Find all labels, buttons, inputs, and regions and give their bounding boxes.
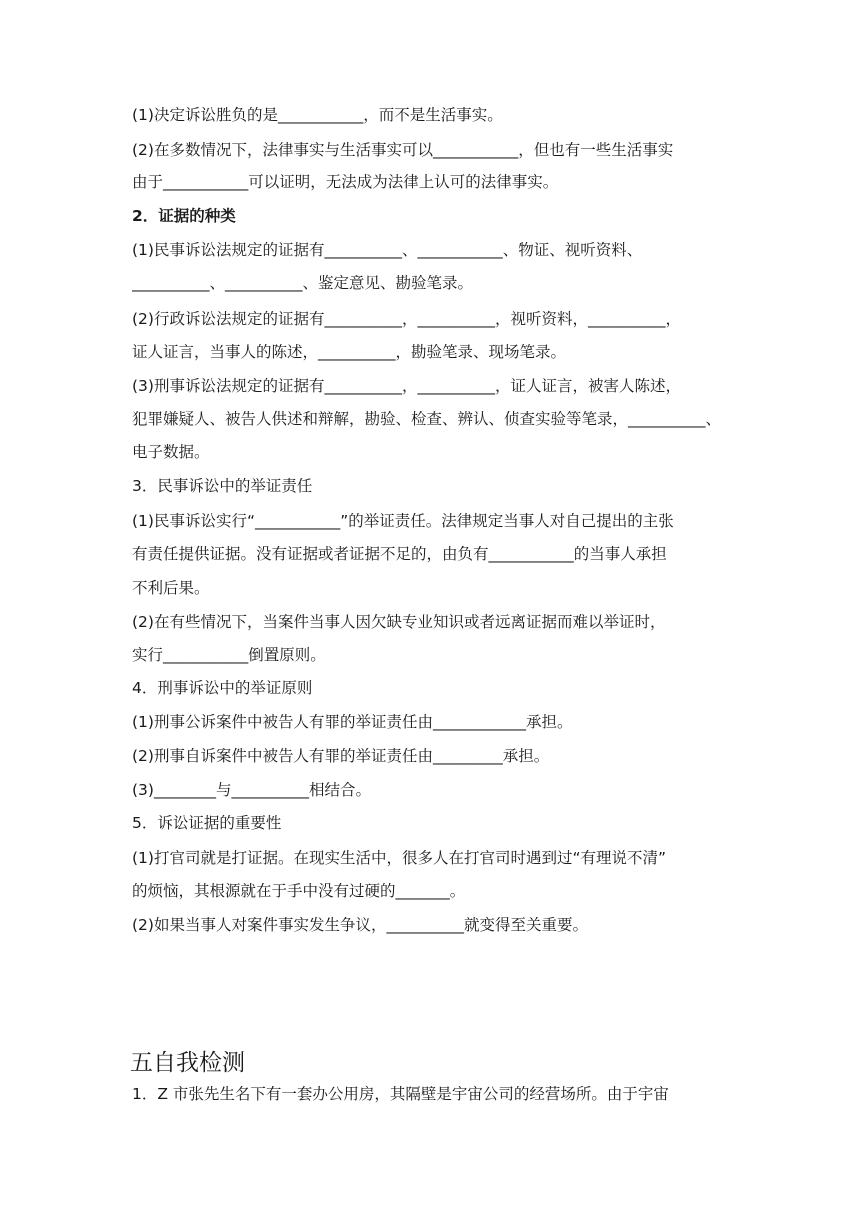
burden-civil-text-end: 不利后果。 xyxy=(132,579,210,597)
importance-text-cont: 的烦恼，其根源就在于手中没有过硬的_______。 xyxy=(132,882,466,900)
civil-evidence-text: (1)民事诉讼法规定的证据有__________、___________、物证、视听资料、 xyxy=(132,241,643,259)
criminal-evidence-text-cont: 犯罪嫌疑人、被告人供述和辩解，勘验、检查、辨认、侦查实验等笔录，__________、 xyxy=(132,410,722,428)
burden-reverse-text-cont: 实行___________倒置原则。 xyxy=(132,646,326,664)
burden-civil-text-cont: 有责任提供证据。没有证据或者证据不足的，由负有___________的当事人承担 xyxy=(132,545,667,563)
criminal-evidence-text: (3)刑事诉讼法规定的证据有__________，__________，证人证言，被害人陈述， xyxy=(132,377,681,395)
blank-2-text: (2)在多数情况下，法律事实与生活事实可以___________，但也有一些生活事实 xyxy=(132,141,674,159)
admin-evidence-text: (2)行政诉讼法规定的证据有__________，__________，视听资料，__________， xyxy=(132,310,681,328)
burden-reverse-text: (2)在有些情况下，当案件当事人因欠缺专业知识或者远离证据而难以举证时， xyxy=(132,613,666,631)
section-evidence-types: 2．证据的种类 xyxy=(132,207,236,225)
burden-civil-text: (1)民事诉讼实行“___________”的举证责任。法律规定当事人对自己提出的主张 xyxy=(132,512,674,530)
question-1-text: 1．Z 市张先生名下有一套办公用房，其隔壁是宇宙公司的经营场所。由于宇宙 xyxy=(132,1085,669,1103)
section-evidence-importance: 5．诉讼证据的重要性 xyxy=(132,814,282,832)
section-burden-criminal: 4．刑事诉讼中的举证原则 xyxy=(132,679,313,697)
section-heading-self-test: 五自我检测 xyxy=(130,1050,245,1076)
criminal-public-text: (1)刑事公诉案件中被告人有罪的举证责任由____________承担。 xyxy=(132,713,573,731)
blank-2-text-cont: 由于___________可以证明，无法成为法律上认可的法律事实。 xyxy=(132,173,559,191)
criminal-private-text: (2)刑事自诉案件中被告人有罪的举证责任由_________承担。 xyxy=(132,747,550,765)
dispute-text: (2)如果当事人对案件事实发生争议，__________就变得至关重要。 xyxy=(132,916,588,934)
civil-evidence-text-cont: __________、__________、鉴定意见、勘验笔录。 xyxy=(132,274,474,292)
importance-text: (1)打官司就是打证据。在现实生活中，很多人在打官司时遇到过“有理说不清” xyxy=(132,849,667,867)
criminal-evidence-text-end: 电子数据。 xyxy=(132,443,210,461)
admin-evidence-text-cont: 证人证言，当事人的陈述，__________，勘验笔录、现场笔录。 xyxy=(132,343,567,361)
combination-text: (3)________与__________相结合。 xyxy=(132,781,371,799)
section-burden-civil: 3．民事诉讼中的举证责任 xyxy=(132,477,313,495)
blank-1-text: (1)决定诉讼胜负的是___________，而不是生活事实。 xyxy=(132,106,503,124)
